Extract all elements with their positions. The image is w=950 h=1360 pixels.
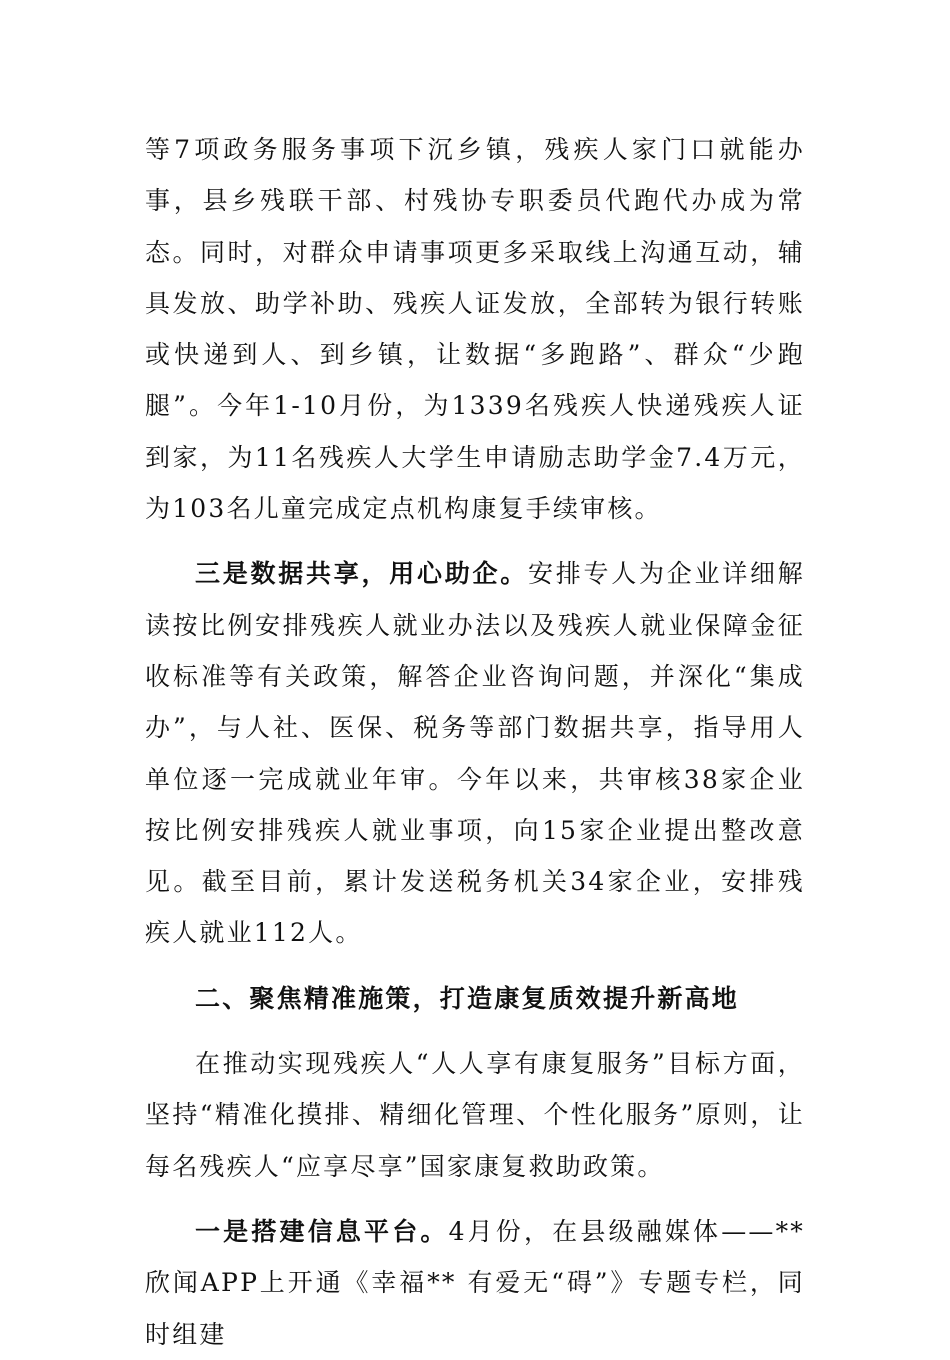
paragraph-continuation: 等7项政务服务事项下沉乡镇，残疾人家门口就能办事，县乡残联干部、村残协专职委员代跑代办成为常态。同时，对群众申请事项更多采取线上沟通互动，辅具发放、助学补助、残疾人证发放，全部转为银行转账或快递到人、到乡镇，让数据“多跑路”、群众“少跑腿”。今年1-10月份，为1339名残疾人快递残疾人证到家，为11名残疾人大学生申请励志助学金7.4万元，为103名儿童完成定点机构康复手续审核。 [145, 135, 805, 524]
paragraph-info-platform [145, 1206, 805, 1360]
document-page [145, 124, 805, 1360]
paragraph-data-sharing [145, 548, 805, 958]
paragraph-lead-info-platform: 一是搭建信息平台。 [195, 1216, 449, 1246]
paragraph-body-info-platform: 4月份，在县级融媒体——**欣闻APP上开通《幸福** 有爱无“碍”》专题专栏，同时组建 [145, 1216, 805, 1349]
paragraph-body-data-sharing: 安排专人为企业详细解读按比例安排残疾人就业办法以及残疾人就业保障金征收标准等有关政策，解答企业咨询问题，并深化“集成办”，与人社、医保、税务等部门数据共享，指导用人单位逐一完成就业年审。今年以来，共审核38家企业按比例安排残疾人就业事项，向15家企业提出整改意见。截至目前，累计发送税务机关34家企业，安排残疾人就业112人。 [145, 559, 805, 948]
paragraph-lead-data-sharing: 三是数据共享，用心助企。 [195, 559, 529, 589]
section-heading: 二、聚焦精准施策，打造康复质效提升新高地 [195, 983, 740, 1013]
paragraph-rehab-intro: 在推动实现残疾人“人人享有康复服务”目标方面，坚持“精准化摸排、精细化管理、个性化服务”原则，让每名残疾人“应享尽享”国家康复救助政策。 [145, 1049, 805, 1181]
